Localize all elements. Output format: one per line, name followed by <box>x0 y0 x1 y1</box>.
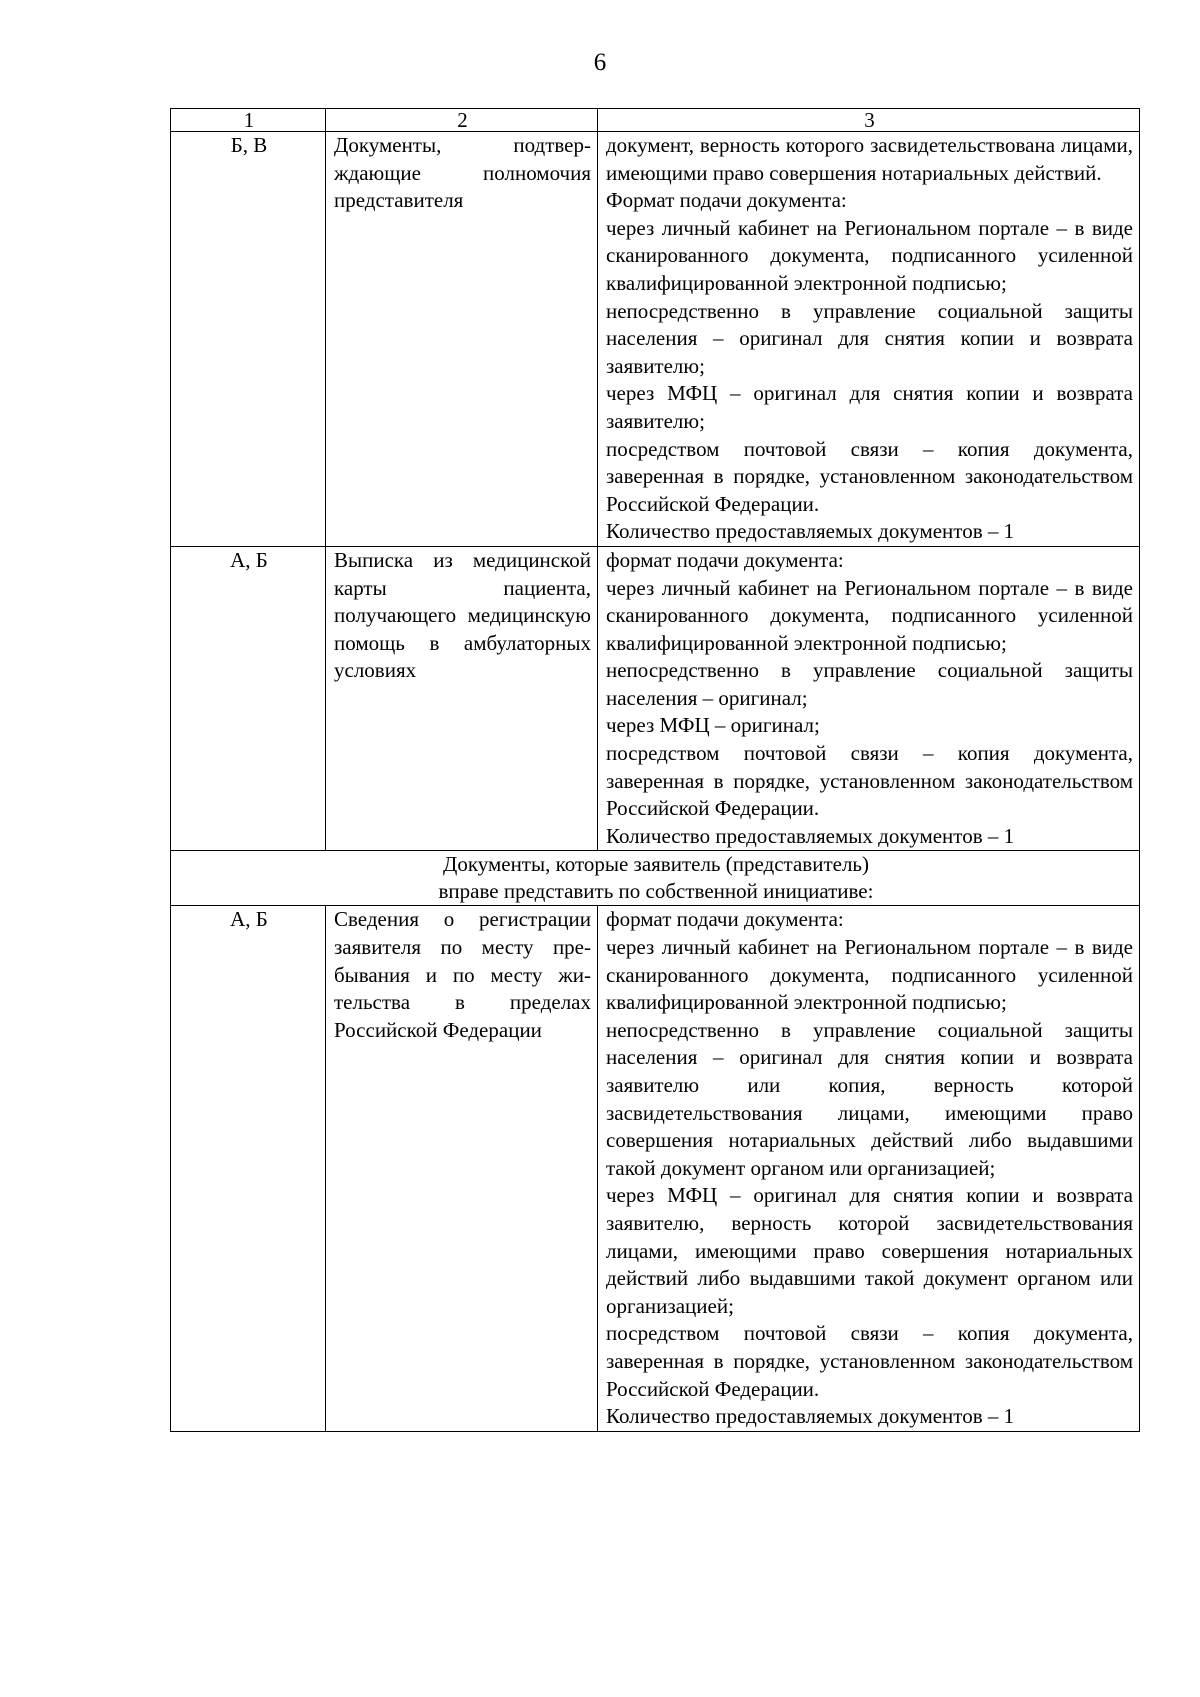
details-paragraph: через личный кабинет на Региональном портале – в виде сканированного документа, подписанного усиленной квалифицированной электронной подписью; <box>606 575 1133 655</box>
details-paragraph: Формат подачи документа: <box>606 188 847 213</box>
details-paragraph: непосредственно в управление социальной защиты населения – оригинал для снятия копии и возврата заявителю; <box>606 298 1133 378</box>
details-paragraph: через МФЦ – оригинал для снятия копии и возврата заявителю, верность которой засвидетельствования лицами, имеющими право совершения нотариальных действий либо выдавшими такой документ органом или организацией; <box>606 1183 1133 1318</box>
documents-table <box>170 108 1140 1432</box>
column-header-1: 1 <box>171 109 326 132</box>
details-paragraph: Количество предоставляемых документов – 1 <box>606 519 1015 544</box>
column-header-2: 2 <box>326 109 598 132</box>
section-heading-line: вправе представить по собственной инициативе: <box>438 879 874 904</box>
document-details <box>598 132 1140 547</box>
section-heading <box>171 851 1140 906</box>
details-paragraph: через личный кабинет на Региональном портале – в виде сканированного документа, подписанного усиленной квалифицированной электронной подписью; <box>606 215 1133 295</box>
table-header-row <box>171 109 1140 132</box>
details-paragraph: посредством почтовой связи – копия документа, заверенная в порядке, установленном законодательством Российской Федерации. <box>606 1321 1133 1401</box>
details-paragraph: непосредственно в управление социальной защиты населения – оригинал для снятия копии и возврата заявителю или копия, верность которой засвидетельствования лицами, имеющими право совершения нотариальных действий либо выдавшими такой документ органом или организацией; <box>606 1017 1133 1180</box>
document-details <box>598 906 1140 1431</box>
column-header-3: 3 <box>598 109 1140 132</box>
details-paragraph: через личный кабинет на Региональном портале – в виде сканированного документа, подписанного усиленной квалифицированной электронной подписью; <box>606 935 1133 1015</box>
document-name: Документы, подтверждающие полномочия представителя <box>326 132 598 547</box>
page-number: 6 <box>593 49 607 76</box>
applicant-category: Б, В <box>171 132 326 547</box>
document-name: Выписка из медицинской карты пациента, получающего медицинскую помощь в амбулаторных условиях <box>326 546 598 851</box>
applicant-category: А, Б <box>171 546 326 851</box>
details-paragraph: формат подачи документа: <box>606 907 844 932</box>
document-details <box>598 546 1140 851</box>
details-paragraph: через МФЦ – оригинал; <box>606 713 820 738</box>
table-row <box>171 906 1140 1431</box>
table-row <box>171 132 1140 547</box>
details-paragraph: Количество предоставляемых документов – 1 <box>606 1404 1015 1429</box>
details-paragraph: документ, верность которого засвидетельствована лицами, имеющими право совершения нотариальных действий. <box>606 133 1133 185</box>
details-paragraph: посредством почтовой связи – копия документа, заверенная в порядке, установленном законодательством Российской Федерации. <box>606 741 1133 821</box>
section-heading-line: Документы, которые заявитель (представитель) <box>443 852 869 877</box>
details-paragraph: непосредственно в управление социальной защиты населения – оригинал; <box>606 658 1133 710</box>
applicant-category: А, Б <box>171 906 326 1431</box>
table-row <box>171 546 1140 851</box>
details-paragraph: формат подачи документа: <box>606 547 844 572</box>
details-paragraph: посредством почтовой связи – копия документа, заверенная в порядке, установленном законодательством Российской Федерации. <box>606 436 1133 516</box>
section-heading-row <box>171 851 1140 906</box>
details-paragraph: через МФЦ – оригинал для снятия копии и возврата заявителю; <box>606 381 1133 433</box>
details-paragraph: Количество предоставляемых документов – 1 <box>606 823 1015 848</box>
document-name: Сведения о регистрации заявителя по месту пребывания и по месту жительства в пределах Российской Федерации <box>326 906 598 1431</box>
